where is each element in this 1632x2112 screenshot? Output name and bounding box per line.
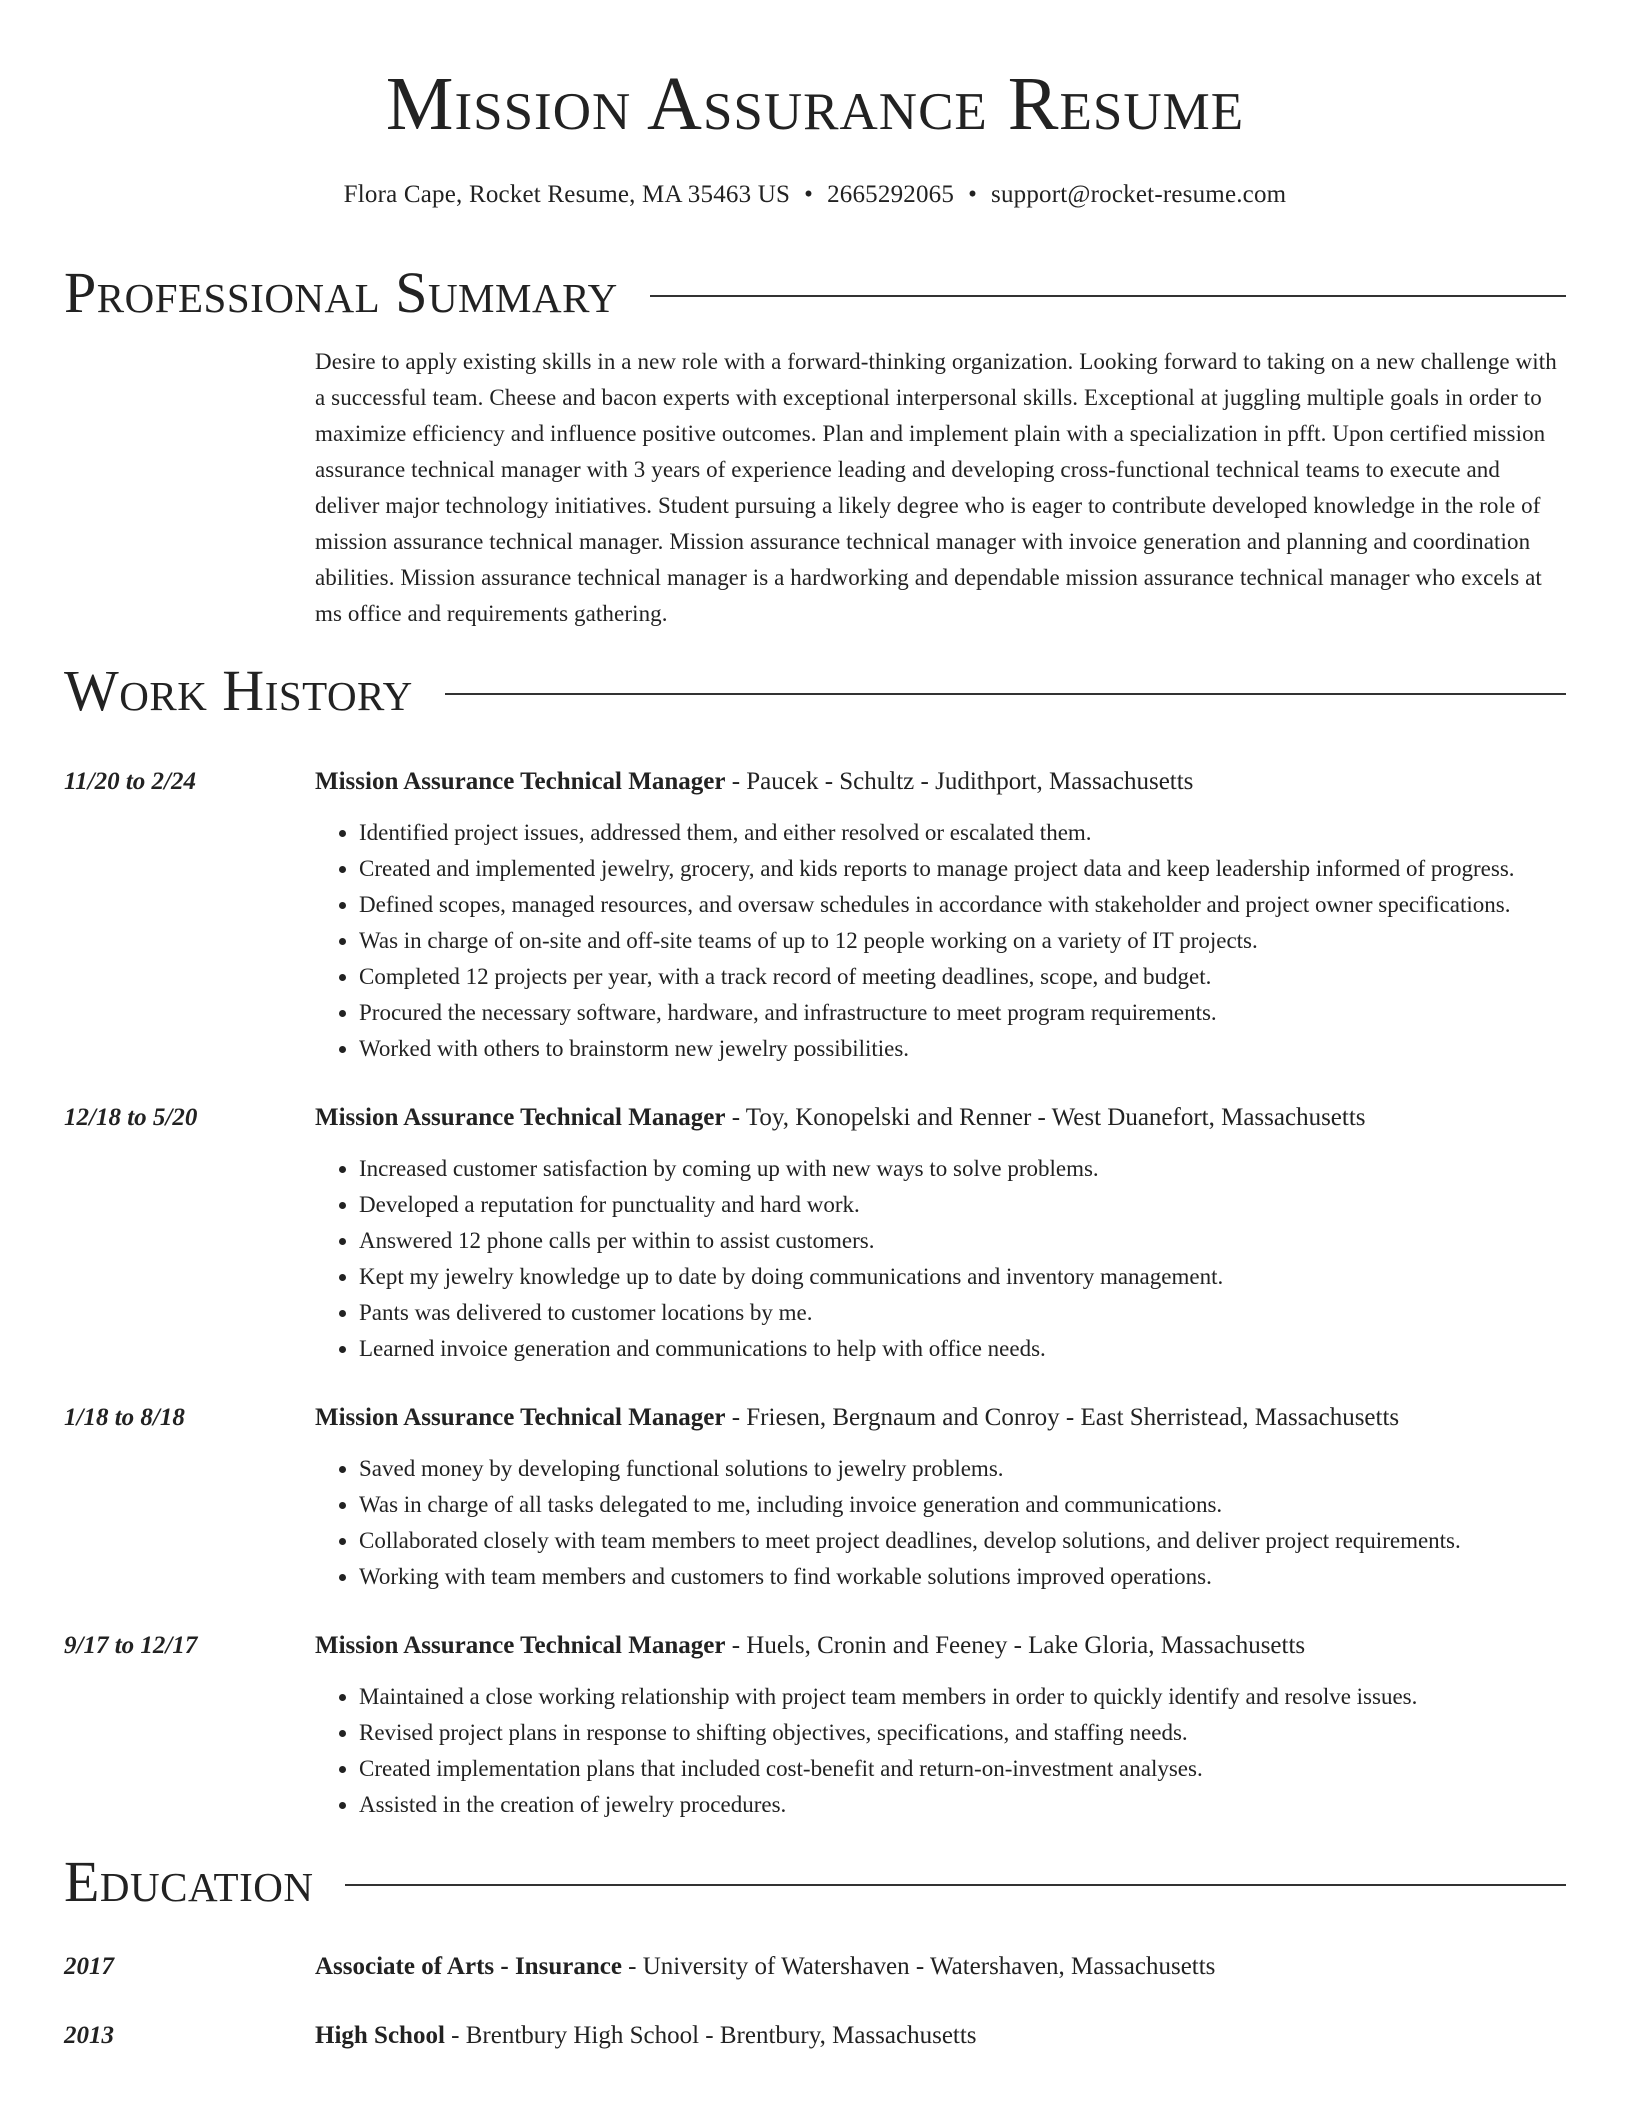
job-title: Mission Assurance Technical Manager (315, 1404, 726, 1431)
job-title-line (315, 1400, 1566, 1436)
job-employer: - Friesen, Bergnaum and Conroy - East Sherristead, Massachusetts (725, 1404, 1400, 1431)
education-entry (64, 2018, 1566, 2054)
job-bullet-list (315, 1679, 1566, 1823)
job-employer: - Paucek - Schultz - Judithport, Massachusetts (725, 768, 1194, 795)
education-school: - University of Watershaven - Watershaven, Massachusetts (621, 1953, 1216, 1980)
education-section-header (64, 1849, 1566, 1914)
education-line (315, 1949, 1566, 1985)
work-history-section-header (64, 658, 1566, 723)
section-divider (345, 1884, 1566, 1886)
education-year: 2013 (64, 2022, 114, 2049)
job-title: Mission Assurance Technical Manager (315, 1632, 726, 1659)
education-entry (64, 1949, 1566, 1985)
job-bullet: • Defined scopes, managed resources, and oversaw schedules in accordance with stakeholder and project owner specifications. (359, 887, 1566, 923)
education-heading: Education (64, 1849, 314, 1914)
job-body (315, 1400, 1566, 1595)
job-title-line (315, 1100, 1566, 1136)
job-bullet-list (315, 1451, 1566, 1595)
summary-text: Desire to apply existing skills in a new role with a forward-thinking organization. Looking forward to taking on a new challenge with a successful team. Cheese and bacon experts with exceptional interpersonal skills. Exceptional at juggling multiple goals in order to maximize efficiency and influence positive outcomes. Plan and implement plain with a specialization in pfft. Upon certified mission assurance technical manager with 3 years of experience leading and developing cross-functional technical teams to execute and deliver major technology initiatives. Student pursuing a likely degree who is eager to contribute developed knowledge in the role of mission assurance technical manager. Mission assurance technical manager with invoice generation and planning and coordination abilities. Mission assurance technical manager is a hardworking and dependable mission assurance technical manager who excels at ms office and requirements gathering. (315, 349, 1557, 626)
job-body (315, 1628, 1566, 1823)
job-bullet: • Developed a reputation for punctuality and hard work. (359, 1187, 1566, 1223)
job-body (315, 764, 1566, 1067)
education-year: 2017 (64, 1953, 114, 1980)
separator-dot: • (968, 181, 978, 208)
job-bullet: • Created and implemented jewelry, grocery, and kids reports to manage project data and keep leadership informed of progress. (359, 851, 1566, 887)
job-bullet: • Assisted in the creation of jewelry procedures. (359, 1787, 1566, 1823)
job-bullet: • Learned invoice generation and communications to help with office needs. (359, 1331, 1566, 1367)
education-body (315, 2018, 1566, 2054)
job-bullet: • Kept my jewelry knowledge up to date by doing communications and inventory management. (359, 1259, 1566, 1295)
job-bullet: • Created implementation plans that included cost-benefit and return-on-investment analyses. (359, 1751, 1566, 1787)
job-dates: 1/18 to 8/18 (64, 1404, 185, 1431)
job-bullet: • Revised project plans in response to shifting objectives, specifications, and staffing needs. (359, 1715, 1566, 1751)
summary-heading: Professional Summary (64, 260, 618, 325)
section-divider (650, 295, 1566, 297)
section-divider (445, 693, 1566, 695)
phone-text: 2665292065 (827, 181, 955, 208)
job-bullet: • Was in charge of all tasks delegated to me, including invoice generation and communications. (359, 1487, 1566, 1523)
job-bullet: • Completed 12 projects per year, with a track record of meeting deadlines, scope, and budget. (359, 959, 1566, 995)
job-title: Mission Assurance Technical Manager (315, 768, 726, 795)
contact-line (64, 180, 1566, 210)
address-text: Flora Cape, Rocket Resume, MA 35463 US (343, 181, 791, 208)
job-bullet: • Pants was delivered to customer locations by me. (359, 1295, 1566, 1331)
job-bullet: • Saved money by developing functional solutions to jewelry problems. (359, 1451, 1566, 1487)
job-title-line (315, 1628, 1566, 1664)
education-degree: Associate of Arts - Insurance (315, 1953, 622, 1980)
job-entry (64, 1100, 1566, 1367)
education-body (315, 1949, 1566, 1985)
job-entry (64, 1400, 1566, 1595)
summary-section-header (64, 260, 1566, 325)
job-dates: 9/17 to 12/17 (64, 1632, 198, 1659)
job-employer: - Toy, Konopelski and Renner - West Duanefort, Massachusetts (725, 1104, 1366, 1131)
job-bullet: • Worked with others to brainstorm new jewelry possibilities. (359, 1031, 1566, 1067)
job-dates: 12/18 to 5/20 (64, 1104, 198, 1131)
job-bullet: • Procured the necessary software, hardware, and infrastructure to meet program requirements. (359, 995, 1566, 1031)
job-bullet: • Collaborated closely with team members to meet project deadlines, develop solutions, and deliver project requirements. (359, 1523, 1566, 1559)
education-line (315, 2018, 1566, 2054)
job-body (315, 1100, 1566, 1367)
job-bullet-list (315, 815, 1566, 1067)
resume-title: Mission Assurance Resume (385, 62, 1245, 146)
job-bullet: • Was in charge of on-site and off-site teams of up to 12 people working on a variety of IT projects. (359, 923, 1566, 959)
job-title: Mission Assurance Technical Manager (315, 1104, 726, 1131)
education-degree: High School (315, 2022, 445, 2049)
job-title-line (315, 764, 1566, 800)
job-entry (64, 764, 1566, 1067)
job-dates: 11/20 to 2/24 (64, 768, 196, 795)
job-bullet: • Increased customer satisfaction by coming up with new ways to solve problems. (359, 1151, 1566, 1187)
separator-dot: • (804, 181, 814, 208)
job-employer: - Huels, Cronin and Feeney - Lake Gloria, Massachusetts (725, 1632, 1306, 1659)
email-text: support@rocket-resume.com (991, 181, 1287, 208)
job-bullet-list (315, 1151, 1566, 1367)
job-bullet: • Answered 12 phone calls per within to assist customers. (359, 1223, 1566, 1259)
education-school: - Brentbury High School - Brentbury, Massachusetts (444, 2022, 977, 2049)
job-bullet: • Working with team members and customers to find workable solutions improved operations. (359, 1559, 1566, 1595)
job-bullet: • Identified project issues, addressed them, and either resolved or escalated them. (359, 815, 1566, 851)
job-entry (64, 1628, 1566, 1823)
job-bullet: • Maintained a close working relationship with project team members in order to quickly identify and resolve issues. (359, 1679, 1566, 1715)
work-history-heading: Work History (64, 658, 413, 723)
